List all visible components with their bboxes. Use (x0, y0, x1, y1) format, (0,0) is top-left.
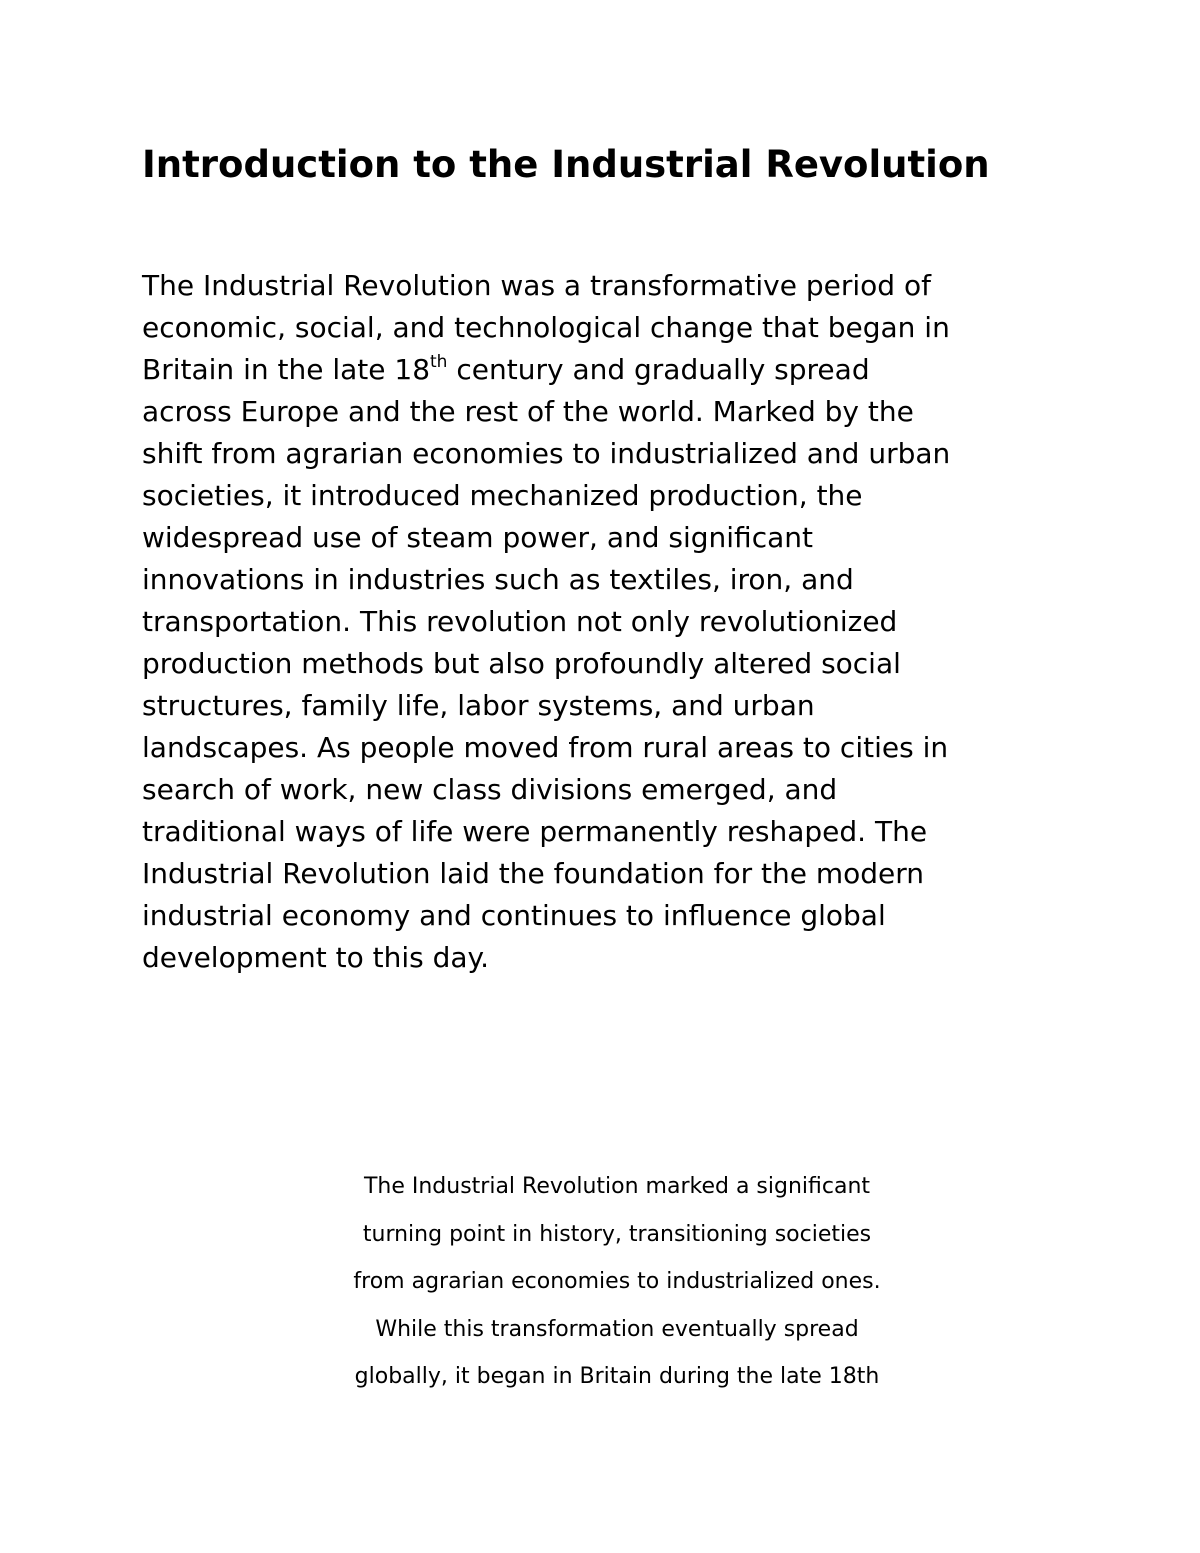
paragraph-line: Industrial Revolution laid the foundation for the modern (142, 857, 925, 890)
paragraph-line: search of work, new class divisions emerged, and (142, 773, 838, 806)
paragraph-line: shift from agrarian economies to industrialized and urban (142, 437, 951, 470)
paragraph-line: societies, it introduced mechanized production, the (142, 479, 863, 512)
paragraph-line (142, 349, 1102, 391)
paragraph-line: across Europe and the rest of the world. Marked by the (142, 395, 914, 428)
paragraph-line: widespread use of steam power, and significant (142, 521, 813, 554)
summary-line: While this transformation eventually spread (375, 1316, 859, 1342)
paragraph-line: economic, social, and technological change that began in (142, 311, 950, 344)
document-title: Introduction to the Industrial Revolution (142, 143, 990, 186)
paragraph-line: The Industrial Revolution was a transformative period of (142, 269, 931, 302)
paragraph-line: industrial economy and continues to influence global (142, 899, 886, 932)
ordinal-superscript: th (430, 351, 448, 372)
paragraph-line: production methods but also profoundly altered social (142, 647, 901, 680)
summary-line: from agrarian economies to industrialized ones. (353, 1269, 881, 1294)
paragraph-text: century and gradually spread (447, 353, 870, 386)
paragraph-line: structures, family life, labor systems, and urban (142, 689, 815, 722)
paragraph-line: landscapes. As people moved from rural areas to cities in (142, 731, 949, 764)
intro-paragraph (142, 265, 1102, 979)
paragraph-line: traditional ways of life were permanently reshaped. The (142, 815, 928, 848)
summary-line: The Industrial Revolution marked a significant (363, 1174, 871, 1199)
paragraph-line: transportation. This revolution not only revolutionized (142, 605, 898, 638)
summary-line: turning point in history, transitioning societies (362, 1221, 872, 1247)
paragraph-line: innovations in industries such as textiles, iron, and (142, 563, 854, 596)
paragraph-line: development to this day. (142, 941, 490, 974)
paragraph-text: Britain in the late 18 (142, 353, 431, 386)
summary-paragraph (300, 1163, 934, 1401)
summary-line: globally, it began in Britain during the late 18th (354, 1364, 880, 1389)
